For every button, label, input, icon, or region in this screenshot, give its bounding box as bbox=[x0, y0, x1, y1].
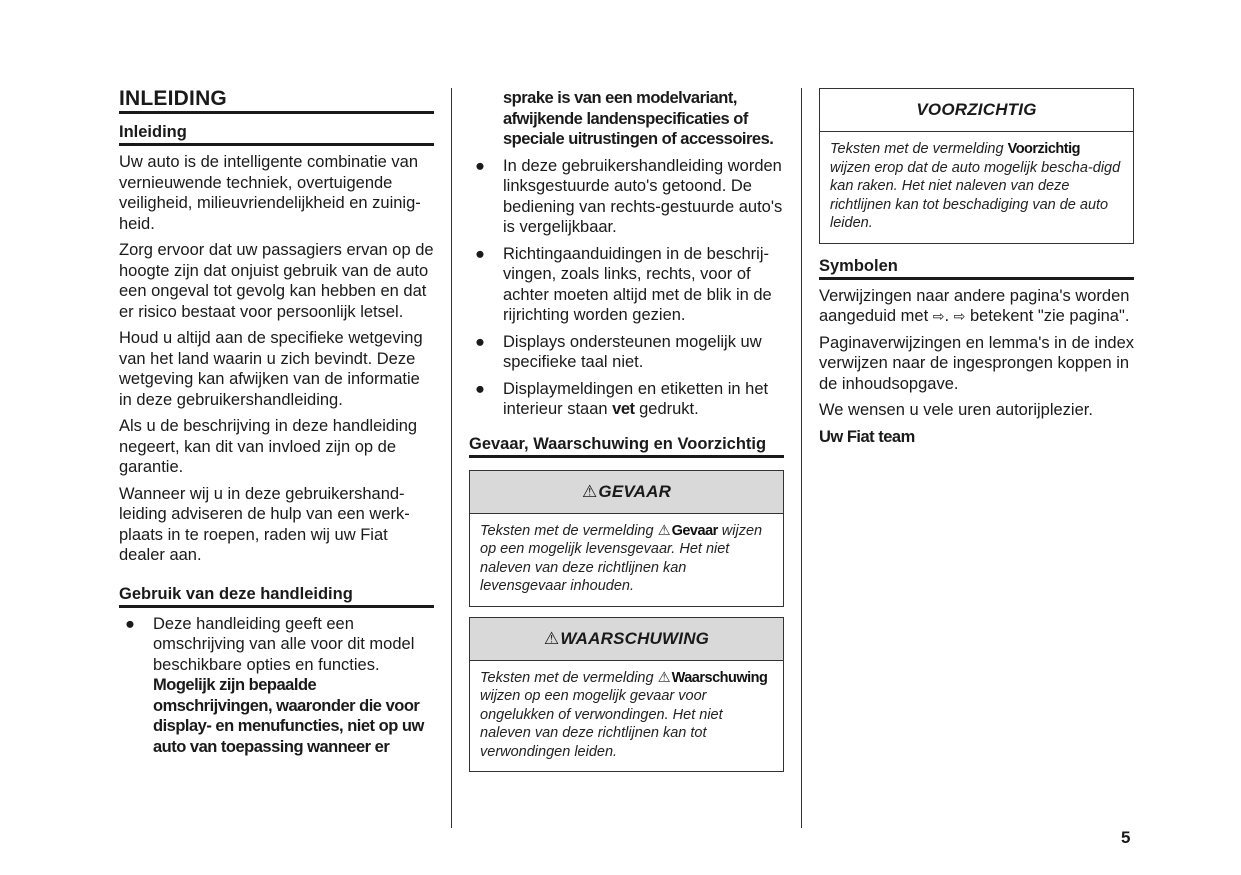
list-item bbox=[469, 244, 784, 326]
box-text: Teksten met de vermelding bbox=[480, 522, 658, 539]
section-heading-gevaar: Gevaar, Waarschuwing en Voorzichtig bbox=[469, 434, 784, 458]
box-text: Teksten met de vermelding bbox=[830, 141, 1008, 157]
list-item bbox=[469, 332, 784, 373]
bullet-icon: ● bbox=[125, 614, 135, 633]
page-number: 5 bbox=[1121, 828, 1131, 847]
list-item-text: Displays ondersteunen mogelijk uw specifieke taal niet. bbox=[503, 332, 762, 371]
paragraph bbox=[819, 286, 1134, 327]
list-item-text: Displaymeldingen en etiketten in het interieur staan bbox=[503, 379, 769, 418]
caution-box-body bbox=[820, 132, 1133, 243]
page-reference-arrow-icon: ⇨ bbox=[932, 308, 945, 324]
warning-box-body bbox=[470, 661, 783, 772]
box-text: wijzen op een mogelijk gevaar voor ongelukken of verwondingen. Het niet naleven van deze richtlijnen kan tot verwondingen leiden. bbox=[480, 688, 723, 760]
list-item-bold-text: Mogelijk zijn bepaalde omschrijvingen, waaronder die voor display- en menufuncties, niet op uw auto van toepassing wanneer er bbox=[153, 676, 424, 756]
list-item-continuation: sprake is van een modelvariant, afwijkende landenspecificaties of speciale uitrustingen of accessoires. bbox=[503, 89, 774, 148]
page-reference-arrow-icon: ⇨ bbox=[953, 308, 966, 324]
box-text: Teksten met de vermelding bbox=[480, 669, 658, 686]
paragraph: Houd u altijd aan de specifieke wetgeving van het land waarin u zich bevindt. Deze wetgeving kan afwijken van de informatie in deze gebruikershandleiding. bbox=[119, 329, 423, 409]
warning-keyword: Waarschuwing bbox=[671, 669, 768, 686]
danger-keyword: Gevaar bbox=[671, 522, 718, 539]
paragraph-text: . bbox=[944, 307, 954, 325]
bullet-icon: ● bbox=[475, 332, 485, 351]
warning-title: WAARSCHUWING bbox=[560, 628, 710, 648]
section-heading-symbolen: Symbolen bbox=[819, 256, 1134, 280]
column-divider-2 bbox=[801, 88, 802, 828]
bullet-list bbox=[469, 156, 784, 420]
list-item bbox=[119, 614, 434, 758]
caution-box-header bbox=[820, 89, 1133, 132]
list-item-text: Deze handleiding geeft een omschrijving van alle voor dit model beschikbare opties en functies. bbox=[153, 614, 415, 674]
paragraph: Uw auto is de intelligente combinatie van vernieuwende techniek, overtuigende veiligheid, milieuvriendelijkheid en zuinig-heid. bbox=[119, 153, 421, 233]
list-item bbox=[469, 379, 784, 420]
bullet-list bbox=[119, 614, 434, 758]
paragraph-text: betekent "zie pagina". bbox=[965, 307, 1130, 325]
danger-box-header bbox=[470, 471, 783, 514]
paragraph: We wensen u vele uren autorijplezier. bbox=[819, 401, 1093, 419]
list-item bbox=[469, 156, 784, 238]
warning-triangle-icon: ⚠ bbox=[543, 628, 560, 648]
warning-box-header bbox=[470, 618, 783, 661]
caution-title: VOORZICHTIG bbox=[916, 100, 1037, 119]
warning-box bbox=[469, 617, 784, 773]
column-middle bbox=[469, 88, 784, 782]
list-item-text: gedrukt. bbox=[634, 400, 699, 418]
section-heading-inleiding: Inleiding bbox=[119, 122, 434, 146]
signoff: Uw Fiat team bbox=[819, 427, 915, 446]
warning-triangle-icon: ⚠ bbox=[657, 522, 671, 539]
column-right bbox=[819, 88, 1134, 453]
danger-box bbox=[469, 470, 784, 607]
bold-word: vet bbox=[612, 400, 635, 418]
column-left bbox=[119, 88, 434, 763]
caution-box bbox=[819, 88, 1134, 244]
paragraph: Wanneer wij u in deze gebruikershand-leiding adviseren de hulp van een werk-plaats in te roepen, raden wij uw Fiat dealer aan. bbox=[119, 484, 410, 564]
chapter-title: INLEIDING bbox=[119, 88, 434, 114]
paragraph: Paginaverwijzingen en lemma's in de index verwijzen naar de ingesprongen koppen in de inhoudsopgave. bbox=[819, 333, 1134, 393]
bullet-icon: ● bbox=[475, 244, 485, 263]
box-text: wijzen erop dat de auto mogelijk bescha-digd kan raken. Het niet naleven van deze richtlijnen kan tot beschadiging van de auto leiden. bbox=[830, 159, 1121, 231]
list-item-text: In deze gebruikershandleiding worden linksgestuurde auto's getoond. De bediening van rechts-gestuurde auto's is vergelijkbaar. bbox=[503, 156, 783, 236]
bullet-icon: ● bbox=[475, 156, 485, 175]
paragraph-text: Verwijzingen naar andere pagina's worden aangeduid met bbox=[819, 286, 1130, 325]
bullet-icon: ● bbox=[475, 379, 485, 398]
box-text: wijzen op een mogelijk levensgevaar. Het niet naleven van deze richtlijnen kan levensgevaar inhouden. bbox=[480, 522, 763, 594]
danger-box-body bbox=[470, 514, 783, 606]
warning-triangle-icon: ⚠ bbox=[657, 669, 671, 686]
danger-title: GEVAAR bbox=[598, 481, 672, 501]
list-item-text: Richtingaanduidingen in de beschrij-vingen, zoals links, rechts, voor of achter moeten altijd met de blik in de rijrichting worden gezien. bbox=[503, 244, 772, 324]
column-divider-1 bbox=[451, 88, 452, 828]
paragraph: Als u de beschrijving in deze handleiding negeert, kan dit van invloed zijn op de garantie. bbox=[119, 417, 418, 476]
warning-triangle-icon: ⚠ bbox=[581, 481, 598, 501]
paragraph: Zorg ervoor dat uw passagiers ervan op de hoogte zijn dat onjuist gebruik van de auto een ongeval tot gevolg kan hebben en dat er risico bestaat voor persoonlijk letsel. bbox=[119, 241, 434, 321]
section-heading-gebruik: Gebruik van deze handleiding bbox=[119, 584, 434, 608]
caution-keyword: Voorzichtig bbox=[1007, 141, 1080, 157]
